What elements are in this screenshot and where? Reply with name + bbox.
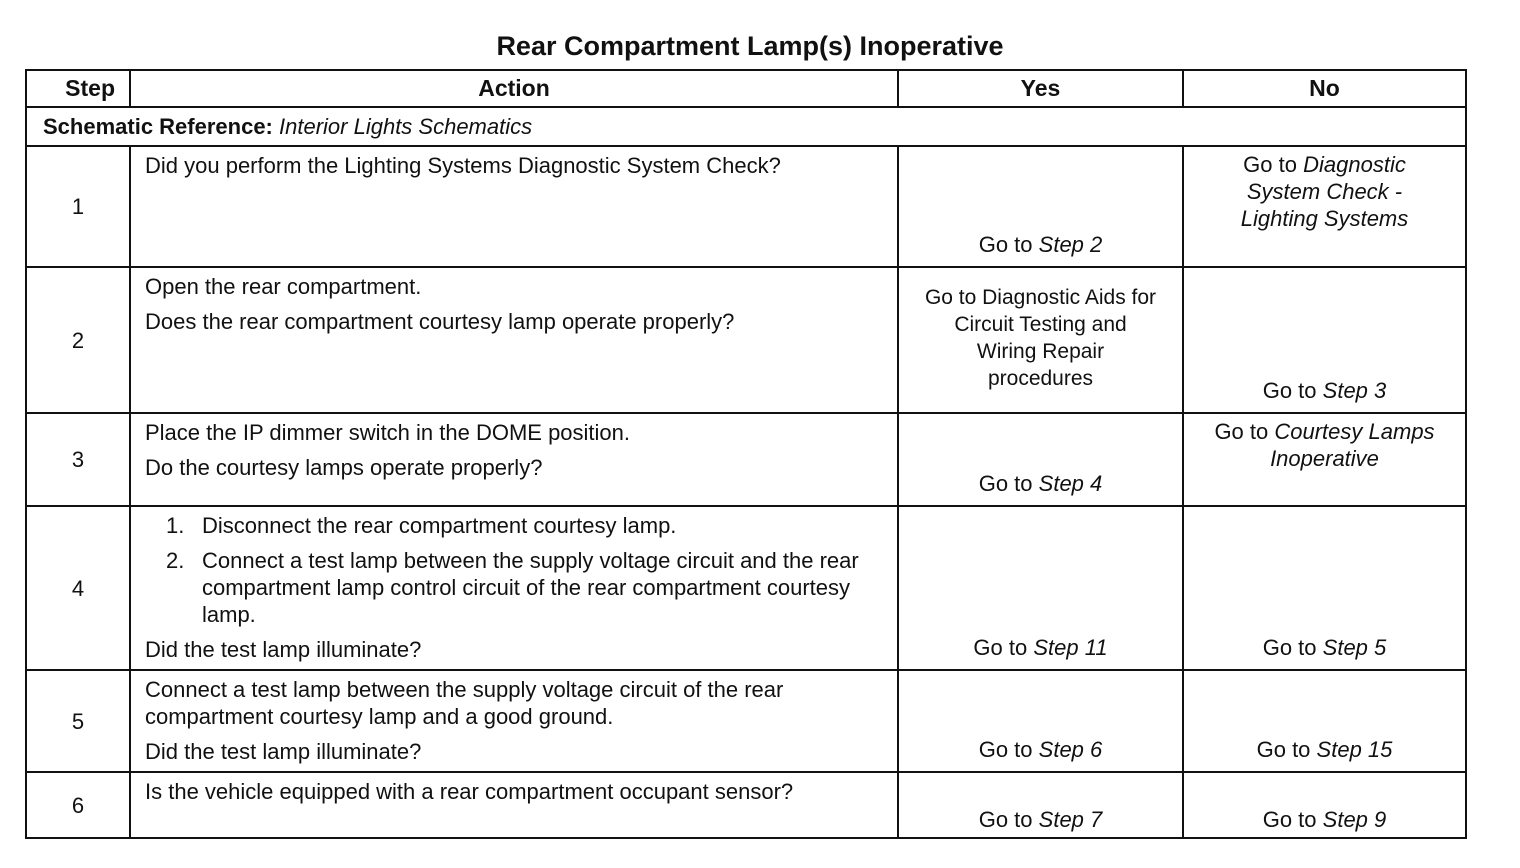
action-text: Open the rear compartment. — [145, 274, 422, 299]
no-target-link[interactable]: Step 5 — [1322, 635, 1387, 660]
yes-target-link[interactable]: Step 7 — [1038, 807, 1103, 832]
action-list-item — [145, 547, 885, 628]
goto-text: Go to — [978, 737, 1033, 762]
yes-target-link[interactable]: Step 11 — [1033, 635, 1108, 660]
action-cell — [130, 267, 898, 413]
table-row — [26, 146, 1466, 267]
table-row — [26, 506, 1466, 670]
yes-target-link[interactable]: Step 6 — [1038, 737, 1103, 762]
goto-text: Go to — [978, 807, 1033, 832]
goto-text: Go to — [978, 232, 1033, 257]
goto-text: Go to — [1262, 807, 1317, 832]
schematic-reference — [26, 107, 1466, 146]
no-cell — [1183, 772, 1466, 838]
goto-text: Go to — [978, 471, 1033, 496]
list-text: Connect a test lamp between the supply voltage circuit and the rear compartment lamp control circuit of the rear compartment courtesy lamp. — [202, 548, 859, 627]
step-number: 2 — [26, 267, 130, 413]
schematic-row — [26, 107, 1466, 146]
yes-cell — [898, 267, 1183, 413]
yes-header: Yes — [898, 70, 1183, 107]
step-number: 3 — [26, 413, 130, 506]
action-question: Does the rear compartment courtesy lamp operate properly? — [145, 309, 735, 334]
goto-text: Go to — [1262, 378, 1317, 403]
action-cell — [130, 146, 898, 267]
action-question: Did the test lamp illuminate? — [145, 739, 422, 764]
step-number: 5 — [26, 670, 130, 772]
action-cell — [130, 772, 898, 838]
schematic-label: Schematic Reference: — [43, 114, 273, 139]
action-question: Do the courtesy lamps operate properly? — [145, 455, 543, 480]
action-header: Action — [130, 70, 898, 107]
yes-cell — [898, 670, 1183, 772]
action-text: Place the IP dimmer switch in the DOME position. — [145, 420, 631, 445]
action-question: Did the test lamp illuminate? — [145, 637, 422, 662]
action-text: Is the vehicle equipped with a rear compartment occupant sensor? — [145, 779, 794, 804]
goto-text: Go to — [1262, 635, 1317, 660]
action-cell — [130, 670, 898, 772]
goto-text: Go to — [1214, 419, 1269, 444]
header-row — [26, 70, 1466, 107]
yes-text[interactable]: Go to Diagnostic Aids for Circuit Testing and Wiring Repair procedures — [924, 286, 1157, 390]
no-target-link[interactable]: Step 9 — [1322, 807, 1387, 832]
no-target-link[interactable]: Step 15 — [1316, 737, 1393, 762]
schematic-link[interactable]: Interior Lights Schematics — [279, 114, 533, 139]
table-row — [26, 267, 1466, 413]
action-text: Connect a test lamp between the supply voltage circuit of the rear compartment courtesy lamp and a good ground. — [145, 677, 784, 729]
no-cell — [1183, 267, 1466, 413]
yes-target-link[interactable]: Step 4 — [1038, 471, 1103, 496]
step-number: 1 — [26, 146, 130, 267]
table-row — [26, 413, 1466, 506]
no-target-link[interactable]: Courtesy Lamps Inoperative — [1270, 419, 1435, 471]
yes-cell — [898, 506, 1183, 670]
action-list — [145, 512, 885, 628]
action-list-item — [145, 512, 885, 539]
yes-cell — [898, 413, 1183, 506]
list-number: 2. — [166, 548, 185, 573]
diagnostic-table — [25, 69, 1467, 839]
action-cell — [130, 413, 898, 506]
action-text: Did you perform the Lighting Systems Diagnostic System Check? — [145, 153, 781, 178]
list-text: Disconnect the rear compartment courtesy lamp. — [202, 513, 677, 538]
step-number: 4 — [26, 506, 130, 670]
action-cell — [130, 506, 898, 670]
no-cell — [1183, 506, 1466, 670]
goto-text: Go to — [1243, 152, 1297, 177]
goto-text: Go to — [1256, 737, 1311, 762]
no-cell — [1183, 413, 1466, 506]
page-title: Rear Compartment Lamp(s) Inoperative — [496, 31, 1004, 61]
goto-text: Go to — [973, 635, 1028, 660]
no-cell — [1183, 670, 1466, 772]
no-target-link[interactable]: Diagnostic System Check - Lighting Systems — [1240, 152, 1409, 231]
table-row — [26, 772, 1466, 838]
no-cell — [1183, 146, 1466, 267]
yes-cell — [898, 146, 1183, 267]
no-target-link[interactable]: Step 3 — [1322, 378, 1387, 403]
list-number: 1. — [166, 513, 185, 538]
yes-target-link[interactable]: Step 2 — [1038, 232, 1103, 257]
table-row — [26, 670, 1466, 772]
no-header: No — [1183, 70, 1466, 107]
step-header: Step — [26, 70, 130, 107]
yes-cell — [898, 772, 1183, 838]
step-number: 6 — [26, 772, 130, 838]
